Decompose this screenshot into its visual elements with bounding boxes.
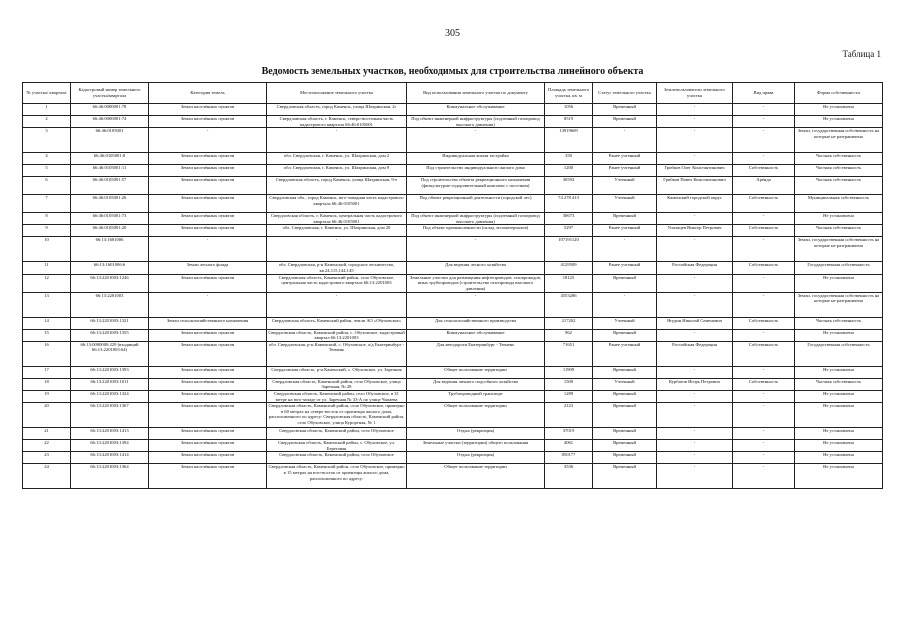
ownership-form-cell: Не установлена xyxy=(795,464,883,489)
usage-type-cell: Для автодороги Екатеринбург - Тюмень xyxy=(407,341,545,366)
right-type-cell: Собственность xyxy=(733,262,795,274)
location-cell: обл. Свердловская, р-н Каменский, с. Обуховское, а/д Екатеринбург - Тюмень xyxy=(267,341,407,366)
plot-status-cell: Временный xyxy=(593,104,657,116)
table-row xyxy=(23,165,883,177)
land-plots-table xyxy=(22,82,883,489)
location-cell: обл. Свердловская, г. Каменск, ул. Шахринская, дом 20 xyxy=(267,225,407,237)
table-row xyxy=(23,440,883,452)
right-type-cell: - xyxy=(733,128,795,153)
land-category-cell: Земли населённых пунктов xyxy=(149,452,267,464)
land-users-cell: - xyxy=(657,329,733,341)
ownership-form-cell: Частная собственность xyxy=(795,153,883,165)
plot-number-cell: 8 xyxy=(23,213,71,225)
area-cell: 4553286 xyxy=(545,292,593,317)
area-cell: 217202 xyxy=(545,317,593,329)
column-header: Местоположение земельного участка xyxy=(267,83,407,104)
plot-number-cell: 14 xyxy=(23,317,71,329)
table-row xyxy=(23,428,883,440)
right-type-cell: - xyxy=(733,329,795,341)
cadastral-number-cell: 66:13:2201003:1246 xyxy=(71,274,149,292)
table-row xyxy=(23,104,883,116)
right-type-cell: Собственность xyxy=(733,165,795,177)
right-type-cell: Собственность xyxy=(733,317,795,329)
location-cell: Свердловская область, Каменский район, село Обуховское, улица Заречная, № 28 xyxy=(267,378,407,390)
plot-status-cell: Учтенный xyxy=(593,177,657,195)
land-users-cell: - xyxy=(657,213,733,225)
location-cell: Свердловская область, Каменский район, с. Обуховское, ул. Береговая xyxy=(267,440,407,452)
area-cell: 74 278 413 xyxy=(545,195,593,213)
usage-type-cell: Общее пользование территории xyxy=(407,403,545,428)
location-cell: - xyxy=(267,128,407,153)
plot-status-cell: Ранее учтенный xyxy=(593,165,657,177)
plot-number-cell: 5 xyxy=(23,165,71,177)
ownership-form-cell: Земли, государственная собственность на которые не разграничена xyxy=(795,292,883,317)
ownership-form-cell: Не установлена xyxy=(795,116,883,128)
area-cell: 13919669 xyxy=(545,128,593,153)
land-category-cell: Земли лесного фонда xyxy=(149,262,267,274)
plot-status-cell: Временный xyxy=(593,428,657,440)
plot-number-cell: 4 xyxy=(23,153,71,165)
plot-number-cell: 18 xyxy=(23,378,71,390)
land-category-cell: Земли населённых пунктов xyxy=(149,428,267,440)
location-cell: Свердловская область, Каменский район, село Обуховское xyxy=(267,452,407,464)
land-category-cell: Земли населённых пунктов xyxy=(149,153,267,165)
right-type-cell: - xyxy=(733,452,795,464)
table-row xyxy=(23,116,883,128)
plot-status-cell: Временный xyxy=(593,464,657,489)
ownership-form-cell: Не установлена xyxy=(795,329,883,341)
area-cell: 1200 xyxy=(545,165,593,177)
land-users-cell: Ягудин Николай Семенович xyxy=(657,317,733,329)
land-category-cell: Земли населённых пунктов xyxy=(149,440,267,452)
land-users-cell: Грибков Олег Константинович xyxy=(657,165,733,177)
cadastral-number-cell: 66:13:0000000:229 (входящий 66:13:2201003:64) xyxy=(71,341,149,366)
ownership-form-cell: Частная собственность xyxy=(795,378,883,390)
area-cell: 1500 xyxy=(545,378,593,390)
cadastral-number-cell: 66:46:0105001:73 xyxy=(71,213,149,225)
usage-type-cell: Под строительство объекта рекреационного назначения (физкультурно-оздоровительный комплекс с поселком) xyxy=(407,177,545,195)
usage-type-cell: Отдых (рекреация) xyxy=(407,452,545,464)
land-category-cell: Земли населённых пунктов xyxy=(149,329,267,341)
land-category-cell: - xyxy=(149,128,267,153)
location-cell: обл. Свердловская, г. Каменск, ул. Шахринская, дом 2 xyxy=(267,153,407,165)
ownership-form-cell: Не установлена xyxy=(795,213,883,225)
location-cell: Свердловская область, Каменский район, село Обуховское xyxy=(267,428,407,440)
area-cell: 8519 xyxy=(545,116,593,128)
area-cell: 2123 xyxy=(545,403,593,428)
ownership-form-cell: Не установлена xyxy=(795,390,883,402)
ownership-form-cell: Не установлена xyxy=(795,440,883,452)
usage-type-cell: Для ведения личного подсобного хозяйства xyxy=(407,378,545,390)
land-users-cell: - xyxy=(657,128,733,153)
area-cell: 11909 xyxy=(545,366,593,378)
plot-status-cell: Временный xyxy=(593,366,657,378)
land-category-cell: Земли населённых пунктов xyxy=(149,165,267,177)
table-row xyxy=(23,378,883,390)
land-category-cell: Земли населённых пунктов xyxy=(149,366,267,378)
usage-type-cell: Общее пользование территории xyxy=(407,366,545,378)
cadastral-number-cell: 66:13:2201003:1394 xyxy=(71,440,149,452)
plot-status-cell: Ранее учтенный xyxy=(593,225,657,237)
table-row xyxy=(23,452,883,464)
column-header: Категория земель xyxy=(149,83,267,104)
area-cell: 350 xyxy=(545,153,593,165)
right-type-cell: - xyxy=(733,274,795,292)
plot-number-cell: 24 xyxy=(23,464,71,489)
land-category-cell: Земли населённых пунктов xyxy=(149,195,267,213)
usage-type-cell: Для сельскохозяйственного производства xyxy=(407,317,545,329)
right-type-cell: - xyxy=(733,213,795,225)
table-body xyxy=(23,104,883,489)
location-cell: - xyxy=(267,292,407,317)
plot-number-cell: 16 xyxy=(23,341,71,366)
land-users-cell: Российская Федерация xyxy=(657,262,733,274)
location-cell: Свердловская область, р-н Каменский, с. Обуховское, ул. Заречная xyxy=(267,366,407,378)
land-users-cell: - xyxy=(657,274,733,292)
land-users-cell: Российская Федерация xyxy=(657,341,733,366)
location-cell: обл. Свердловская, г. Каменск, ул. Шахринская, дом 9 xyxy=(267,165,407,177)
cadastral-number-cell: 66:13:2201003:1367 xyxy=(71,403,149,428)
cadastral-number-cell: 66:13:2201003:1355 xyxy=(71,329,149,341)
usage-type-cell: Под строительство индивидуального жилого дома xyxy=(407,165,545,177)
table-row xyxy=(23,153,883,165)
cadastral-number-cell: 66:13:2201003:1364 xyxy=(71,464,149,489)
table-row xyxy=(23,195,883,213)
cadastral-number-cell: 66:46:0105001:8 xyxy=(71,153,149,165)
land-users-cell: Курбатов Игорь Петрович xyxy=(657,378,733,390)
plot-status-cell: - xyxy=(593,237,657,262)
cadastral-number-cell: 66:13:1601006 xyxy=(71,237,149,262)
plot-status-cell: Учтенный xyxy=(593,378,657,390)
ownership-form-cell: Не установлена xyxy=(795,104,883,116)
cadastral-number-cell: 66:46:0000001:78 xyxy=(71,104,149,116)
ownership-form-cell: Частная собственность xyxy=(795,177,883,195)
usage-type-cell: Для ведения лесного хозяйства xyxy=(407,262,545,274)
land-category-cell: Земли сельскохозяйственного назначения xyxy=(149,317,267,329)
ownership-form-cell: Не установлена xyxy=(795,403,883,428)
plot-status-cell: - xyxy=(593,292,657,317)
ownership-form-cell: Не установлена xyxy=(795,366,883,378)
land-category-cell: Земли населённых пунктов xyxy=(149,403,267,428)
area-cell: 962 xyxy=(545,329,593,341)
land-category-cell: Земли населённых пунктов xyxy=(149,213,267,225)
location-cell: Свердловская область, Каменский район, село Обуховское, в 31 метре на юго-западе от ул. Заречная № 33-А по улице Чапаева xyxy=(267,390,407,402)
plot-number-cell: 2 xyxy=(23,116,71,128)
plot-status-cell: - xyxy=(593,128,657,153)
plot-status-cell: Временный xyxy=(593,440,657,452)
area-cell: 30673 xyxy=(545,213,593,225)
plot-number-cell: 10 xyxy=(23,237,71,262)
right-type-cell: - xyxy=(733,464,795,489)
ownership-form-cell: Государственная собственность xyxy=(795,341,883,366)
right-type-cell: Собственность xyxy=(733,195,795,213)
land-users-cell: - xyxy=(657,403,733,428)
cadastral-number-cell: 66:46:0105001:26 xyxy=(71,195,149,213)
plot-status-cell: Временный xyxy=(593,213,657,225)
land-users-cell: - xyxy=(657,153,733,165)
land-users-cell: - xyxy=(657,452,733,464)
right-type-cell: - xyxy=(733,390,795,402)
ownership-form-cell: Государственная собственность xyxy=(795,262,883,274)
plot-status-cell: Временный xyxy=(593,452,657,464)
land-users-cell: Каменский городской округ xyxy=(657,195,733,213)
table-row xyxy=(23,237,883,262)
plot-number-cell: 7 xyxy=(23,195,71,213)
usage-type-cell: Под объект инженерной инфраструктуры (подземный газопровод высокого давления) xyxy=(407,213,545,225)
location-cell: Свердловская область, Каменский район, земли АО «Обуховское» xyxy=(267,317,407,329)
cadastral-number-cell: 66:46:0105001 xyxy=(71,128,149,153)
location-cell: Свердловская область, г. Каменск, северо-восточная часть кадастрового квартала 66:46:0105001 xyxy=(267,116,407,128)
location-cell: - xyxy=(267,237,407,262)
right-type-cell: - xyxy=(733,292,795,317)
table-row xyxy=(23,292,883,317)
right-type-cell: - xyxy=(733,237,795,262)
table-row xyxy=(23,366,883,378)
plot-number-cell: 19 xyxy=(23,390,71,402)
land-users-cell: - xyxy=(657,366,733,378)
table-row xyxy=(23,177,883,195)
usage-type-cell: - xyxy=(407,237,545,262)
land-users-cell: - xyxy=(657,237,733,262)
location-cell: Свердловская область, Каменский район, село Обуховское, центральная часть кадастрового квартала 66:13:2201003 xyxy=(267,274,407,292)
usage-type-cell: Общее пользование территории xyxy=(407,464,545,489)
area-cell: 3536 xyxy=(545,464,593,489)
plot-status-cell: Временный xyxy=(593,329,657,341)
plot-status-cell: Ранее учтенный xyxy=(593,153,657,165)
cadastral-number-cell: 66:46:0105001:20 xyxy=(71,225,149,237)
usage-type-cell: Трубопроводный транспорт xyxy=(407,390,545,402)
cadastral-number-cell: 66:13:2201003 xyxy=(71,292,149,317)
right-type-cell: - xyxy=(733,153,795,165)
land-category-cell: Земли населённых пунктов xyxy=(149,116,267,128)
land-users-cell: - xyxy=(657,116,733,128)
plot-number-cell: 6 xyxy=(23,177,71,195)
area-cell: 4061 xyxy=(545,440,593,452)
column-header: Вид использования земельного участка по документу xyxy=(407,83,545,104)
cadastral-number-cell: 66:13:2201003:1393 xyxy=(71,366,149,378)
table-row xyxy=(23,225,883,237)
cadastral-number-cell: 66:13:1601006:6 xyxy=(71,262,149,274)
ownership-form-cell: Земли, государственная собственность на которые не разграничена xyxy=(795,128,883,153)
plot-number-cell: 21 xyxy=(23,428,71,440)
column-header: № участка/ квартала xyxy=(23,83,71,104)
area-cell: 37019 xyxy=(545,428,593,440)
column-header: Землепользователи земельного участка xyxy=(657,83,733,104)
plot-status-cell: Учтенный xyxy=(593,317,657,329)
plot-number-cell: 17 xyxy=(23,366,71,378)
right-type-cell: Собственность xyxy=(733,378,795,390)
ownership-form-cell: Не установлена xyxy=(795,274,883,292)
right-type-cell: - xyxy=(733,440,795,452)
document-title: Ведомость земельных участков, необходимых для строительства линейного объекта xyxy=(261,66,644,77)
right-type-cell: - xyxy=(733,403,795,428)
usage-type-cell: Коммунальное обслуживание xyxy=(407,104,545,116)
area-cell: 18125 xyxy=(545,274,593,292)
location-cell: обл. Свердловская, р-н Каменский, городское лесничество, кв.24,115,144,145 xyxy=(267,262,407,274)
column-header: Площадь земельного участка, кв. м xyxy=(545,83,593,104)
plot-status-cell: Ранее учтенный xyxy=(593,262,657,274)
ownership-form-cell: Частная собственность xyxy=(795,317,883,329)
land-users-cell: Ускомцев Виктор Петрович xyxy=(657,225,733,237)
cadastral-number-cell: 66:46:0000001:74 xyxy=(71,116,149,128)
location-cell: Свердловская область, город Каменск, улица Шахринская, 2г xyxy=(267,104,407,116)
plot-status-cell: Учтенный xyxy=(593,195,657,213)
land-users-cell: - xyxy=(657,292,733,317)
land-users-cell: Грибков Павел Константинович xyxy=(657,177,733,195)
plot-number-cell: 22 xyxy=(23,440,71,452)
cadastral-number-cell: 66:46:0105001:57 xyxy=(71,177,149,195)
plot-number-cell: 12 xyxy=(23,274,71,292)
plot-number-cell: 11 xyxy=(23,262,71,274)
plot-status-cell: Ранее учтенный xyxy=(593,341,657,366)
column-header: Форма собственности xyxy=(795,83,883,104)
land-category-cell: Земли населённых пунктов xyxy=(149,225,267,237)
column-header: Статус земельного участка xyxy=(593,83,657,104)
area-cell: 1056 xyxy=(545,104,593,116)
right-type-cell: - xyxy=(733,104,795,116)
right-type-cell: - xyxy=(733,116,795,128)
location-cell: Свердловская область, Каменский район, с. Обуховское, кадастровый квартал 66:13:2201003 xyxy=(268,329,405,341)
ownership-form-cell: Земли, государственная собственность на которые не разграничена xyxy=(795,237,883,262)
plot-number-cell: 13 xyxy=(23,292,71,317)
plot-status-cell: Временный xyxy=(593,390,657,402)
cadastral-number-cell: 66:13:2201003:1414 xyxy=(71,452,149,464)
cadastral-number-cell: 66:13:2201003:1321 xyxy=(71,317,149,329)
usage-type-cell: Под объект рекреационной деятельности (городской лес) xyxy=(407,195,545,213)
land-users-cell: - xyxy=(657,104,733,116)
ownership-form-cell: Не установлена xyxy=(795,452,883,464)
usage-type-cell: Земельные участки для размещения нефтепроводов, газопроводов, иных трубопроводов (строительство газопровода высокого давления) xyxy=(407,274,545,292)
table-row xyxy=(23,317,883,329)
table-row xyxy=(23,128,883,153)
location-cell: Свердловская область, г. Каменск, центральная часть кадастрового квартала 66:46:0105001 xyxy=(267,213,407,225)
plot-number-cell: 9 xyxy=(23,225,71,237)
land-category-cell: Земли населённых пунктов xyxy=(149,274,267,292)
usage-type-cell: Отдых (рекреация) xyxy=(407,428,545,440)
column-header: Кадастровый номер земельного участка/квартала xyxy=(71,83,149,104)
area-cell: 5297 xyxy=(545,225,593,237)
land-category-cell: Земли населённых пунктов xyxy=(149,177,267,195)
location-cell: Свердловская обл., город Каменск, юго-западная часть кадастрового квартала 66:46:0105001 xyxy=(267,195,407,213)
plot-number-cell: 23 xyxy=(23,452,71,464)
right-type-cell: Собственность xyxy=(733,341,795,366)
area-cell: 850177 xyxy=(545,452,593,464)
usage-type-cell: Индивидуальная жилая застройка xyxy=(407,153,545,165)
location-cell: Свердловская область, Каменский район, село Обуховское, примерно в 15 метрах на юго-восток от ориентира жилого дома, расположенного по адресу: xyxy=(267,464,407,489)
land-category-cell: - xyxy=(149,237,267,262)
table-header-row xyxy=(23,83,883,104)
plot-number-cell: 15 xyxy=(23,329,71,341)
right-type-cell: - xyxy=(733,366,795,378)
cadastral-number-cell: 66:13:2201003:1324 xyxy=(71,390,149,402)
area-cell: 30592 xyxy=(545,177,593,195)
land-category-cell: Земли населённых пунктов xyxy=(149,341,267,366)
usage-type-cell: - xyxy=(407,128,545,153)
area-cell: 4129509 xyxy=(545,262,593,274)
land-users-cell: - xyxy=(657,390,733,402)
ownership-form-cell: Муниципальная собственность xyxy=(795,195,883,213)
plot-status-cell: Временный xyxy=(593,274,657,292)
right-type-cell: Аренда xyxy=(733,177,795,195)
plot-number-cell: 3 xyxy=(23,128,71,153)
right-type-cell: - xyxy=(733,428,795,440)
usage-type-cell: Земельные участки (территории) общего пользования xyxy=(407,440,545,452)
table-row xyxy=(23,213,883,225)
right-type-cell: Собственность xyxy=(733,225,795,237)
ownership-form-cell: Частная собственность xyxy=(795,225,883,237)
cadastral-number-cell: 66:13:2201003:1413 xyxy=(71,428,149,440)
table-row xyxy=(23,403,883,428)
usage-type-cell: - xyxy=(407,292,545,317)
land-category-cell: Земли населённых пунктов xyxy=(149,390,267,402)
plot-number-cell: 1 xyxy=(23,104,71,116)
ownership-form-cell: Не установлена xyxy=(795,428,883,440)
land-category-cell: Земли населённых пунктов xyxy=(149,104,267,116)
area-cell: 1289 xyxy=(545,390,593,402)
plot-status-cell: Временный xyxy=(593,116,657,128)
land-users-cell: - xyxy=(657,464,733,489)
ownership-form-cell: Частная собственность xyxy=(795,165,883,177)
land-category-cell: Земли населённых пунктов xyxy=(149,464,267,489)
table-row xyxy=(23,274,883,292)
area-cell: 107191120 xyxy=(545,237,593,262)
page-number: 305 xyxy=(445,28,460,39)
plot-status-cell: Временный xyxy=(593,403,657,428)
usage-type-cell: Под объект промышленности (склад лесоматериалов) xyxy=(407,225,545,237)
usage-type-cell: Коммунальное обслуживание xyxy=(407,329,545,341)
land-category-cell: - xyxy=(149,292,267,317)
land-users-cell: - xyxy=(657,428,733,440)
table-row xyxy=(23,464,883,489)
table-row xyxy=(23,341,883,366)
plot-number-cell: 20 xyxy=(23,403,71,428)
location-cell: Свердловская область, город Каменск, улица Шахринская, 9-е xyxy=(267,177,407,195)
cadastral-number-cell: 66:13:2201003:1011 xyxy=(71,378,149,390)
location-cell: Свердловская область, Каменский район, село Обуховское, примерно в 60 метрах на северо-восток от ориентира жилого дома, расположенного по адресу: Свердловская область, Каменский район, село Обуховское, улица Курортная, № 1 xyxy=(267,403,407,428)
cadastral-number-cell: 66:46:0105001:11 xyxy=(71,165,149,177)
land-category-cell: Земли населённых пунктов xyxy=(149,378,267,390)
table-row xyxy=(23,262,883,274)
usage-type-cell: Под объект инженерной инфраструктуры (подземный газопровод высокого давления) xyxy=(407,116,545,128)
column-header: Вид права xyxy=(733,83,795,104)
area-cell: 71651 xyxy=(545,341,593,366)
table-row xyxy=(23,390,883,402)
table-label: Таблица 1 xyxy=(842,49,881,59)
table-row xyxy=(23,329,883,341)
land-users-cell: - xyxy=(657,440,733,452)
